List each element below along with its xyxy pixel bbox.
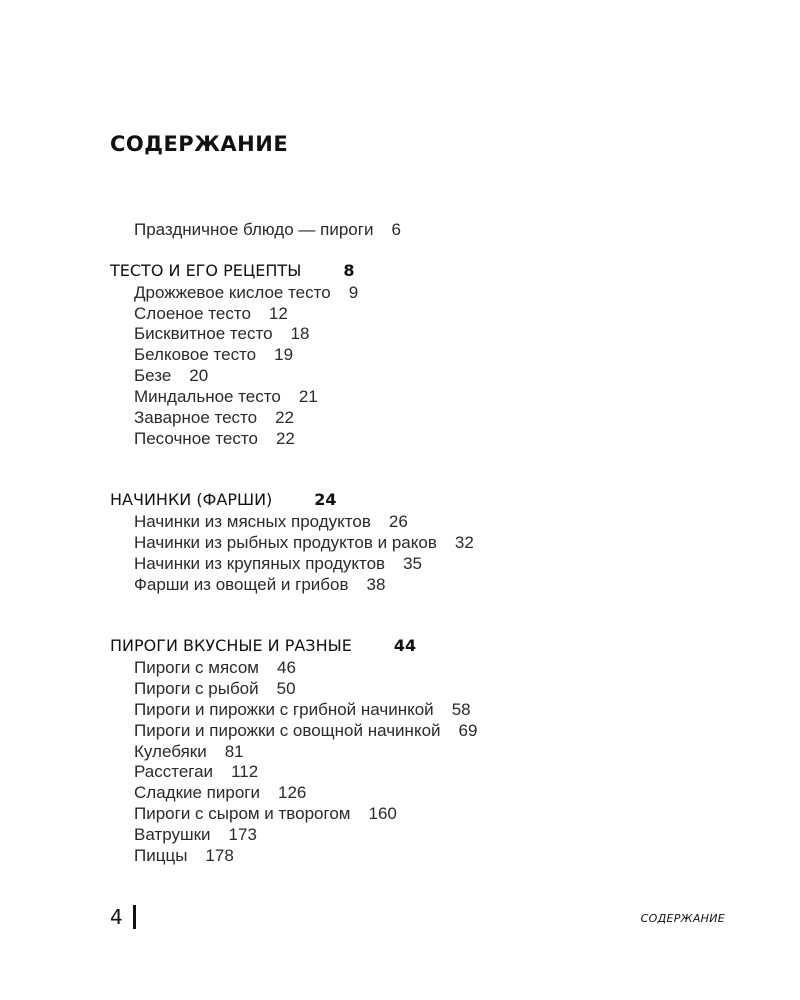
toc-entry bbox=[134, 428, 295, 449]
toc-entry bbox=[134, 741, 244, 762]
toc-entry-page: 81 bbox=[224, 742, 244, 761]
toc-entry-title: Пироги с мясом bbox=[134, 658, 259, 677]
toc-entry bbox=[134, 323, 309, 344]
toc-entry-page: 112 bbox=[231, 762, 259, 781]
toc-entry bbox=[134, 511, 408, 532]
toc-entry bbox=[134, 532, 474, 553]
toc-entry-title: Кулебяки bbox=[134, 742, 207, 761]
toc-entry bbox=[134, 845, 234, 866]
toc-entry-title: Начинки из рыбных продуктов и раков bbox=[134, 533, 437, 552]
toc-entry-title: Фарши из овощей и грибов bbox=[134, 575, 349, 594]
toc-entry-page: 69 bbox=[458, 721, 478, 740]
toc-entry bbox=[134, 657, 296, 678]
toc-entry bbox=[134, 407, 294, 428]
toc-entry-page: 18 bbox=[290, 324, 310, 343]
toc-entry-page: 35 bbox=[403, 554, 423, 573]
toc-entry bbox=[134, 782, 306, 803]
toc-entry bbox=[134, 678, 296, 699]
toc-entry-page: 26 bbox=[388, 512, 408, 531]
toc-section-page: 8 bbox=[343, 261, 355, 280]
toc-entry bbox=[134, 553, 422, 574]
toc-entry-page: 178 bbox=[205, 846, 234, 865]
toc-entry-page: 19 bbox=[274, 345, 294, 364]
toc-entry-title: Расстегаи bbox=[134, 762, 214, 781]
toc-entry-title: Пироги и пирожки с грибной начинкой bbox=[134, 700, 434, 719]
toc-section-page: 44 bbox=[393, 636, 417, 655]
toc-entry-page: 38 bbox=[366, 575, 386, 594]
toc-entry bbox=[134, 720, 477, 741]
page-title: СОДЕРЖАНИЕ bbox=[110, 132, 289, 156]
toc-entry bbox=[134, 803, 397, 824]
toc-section-page: 24 bbox=[314, 490, 337, 509]
toc-section-title: ТЕСТО И ЕГО РЕЦЕПТЫ bbox=[110, 261, 302, 280]
toc-section-title: ПИРОГИ ВКУСНЫЕ И РАЗНЫЕ bbox=[110, 636, 352, 655]
toc-entry-page: 21 bbox=[298, 387, 318, 406]
toc-entry bbox=[134, 344, 293, 365]
toc-entry-title: Белковое тесто bbox=[134, 345, 257, 364]
toc-entry bbox=[134, 574, 385, 595]
toc-section-fillings bbox=[110, 490, 337, 510]
toc-entry-page: 126 bbox=[278, 783, 307, 802]
toc-entry-page: 22 bbox=[275, 408, 295, 427]
toc-entry-page: 173 bbox=[228, 825, 257, 844]
toc-entry-title: Начинки из мясных продуктов bbox=[134, 512, 371, 531]
toc-entry-page: 6 bbox=[391, 220, 401, 239]
footer-running-head: СОДЕРЖАНИЕ bbox=[640, 912, 725, 925]
toc-entry bbox=[134, 303, 288, 324]
toc-entry-page: 22 bbox=[275, 429, 295, 448]
toc-section-pies bbox=[110, 636, 416, 656]
toc-entry-title: Праздничное блюдо — пироги bbox=[134, 220, 374, 239]
toc-entry bbox=[134, 699, 471, 720]
toc-entry-title: Начинки из крупяных продуктов bbox=[134, 554, 386, 573]
toc-entry-page: 12 bbox=[268, 304, 288, 323]
toc-entry-page: 46 bbox=[277, 658, 296, 677]
toc-entry-title: Пироги и пирожки с овощной начинкой bbox=[134, 721, 441, 740]
toc-entry-intro bbox=[134, 219, 401, 240]
toc-entry-title: Пироги с сыром и творогом bbox=[134, 804, 351, 823]
toc-section-title: НАЧИНКИ (ФАРШИ) bbox=[110, 490, 273, 509]
toc-entry-title: Дрожжевое кислое тесто bbox=[134, 283, 331, 302]
toc-entry-title: Сладкие пироги bbox=[134, 783, 260, 802]
toc-entry-title: Песочное тесто bbox=[134, 429, 258, 448]
toc-entry bbox=[134, 386, 318, 407]
toc-entry-title: Бисквитное тесто bbox=[134, 324, 273, 343]
toc-entry-title: Слоеное тесто bbox=[134, 304, 251, 323]
toc-entry-page: 160 bbox=[368, 804, 397, 823]
toc-section-dough bbox=[110, 261, 354, 281]
toc-entry-title: Ватрушки bbox=[134, 825, 211, 844]
toc-entry bbox=[134, 365, 208, 386]
toc-entry bbox=[134, 282, 358, 303]
toc-entry bbox=[134, 824, 257, 845]
toc-entry-page: 32 bbox=[454, 533, 474, 552]
footer-divider bbox=[133, 905, 136, 929]
toc-entry-page: 50 bbox=[276, 679, 296, 698]
toc-entry-page: 20 bbox=[189, 366, 209, 385]
toc-entry-page: 58 bbox=[451, 700, 471, 719]
toc-entry bbox=[134, 761, 258, 782]
footer-page-number: 4 bbox=[110, 905, 123, 929]
toc-entry-title: Пироги с рыбой bbox=[134, 679, 259, 698]
toc-entry-title: Заварное тесто bbox=[134, 408, 258, 427]
toc-entry-page: 9 bbox=[348, 283, 359, 302]
toc-entry-title: Пиццы bbox=[134, 846, 188, 865]
toc-entry-title: Миндальное тесто bbox=[134, 387, 281, 406]
toc-entry-title: Безе bbox=[134, 366, 172, 385]
